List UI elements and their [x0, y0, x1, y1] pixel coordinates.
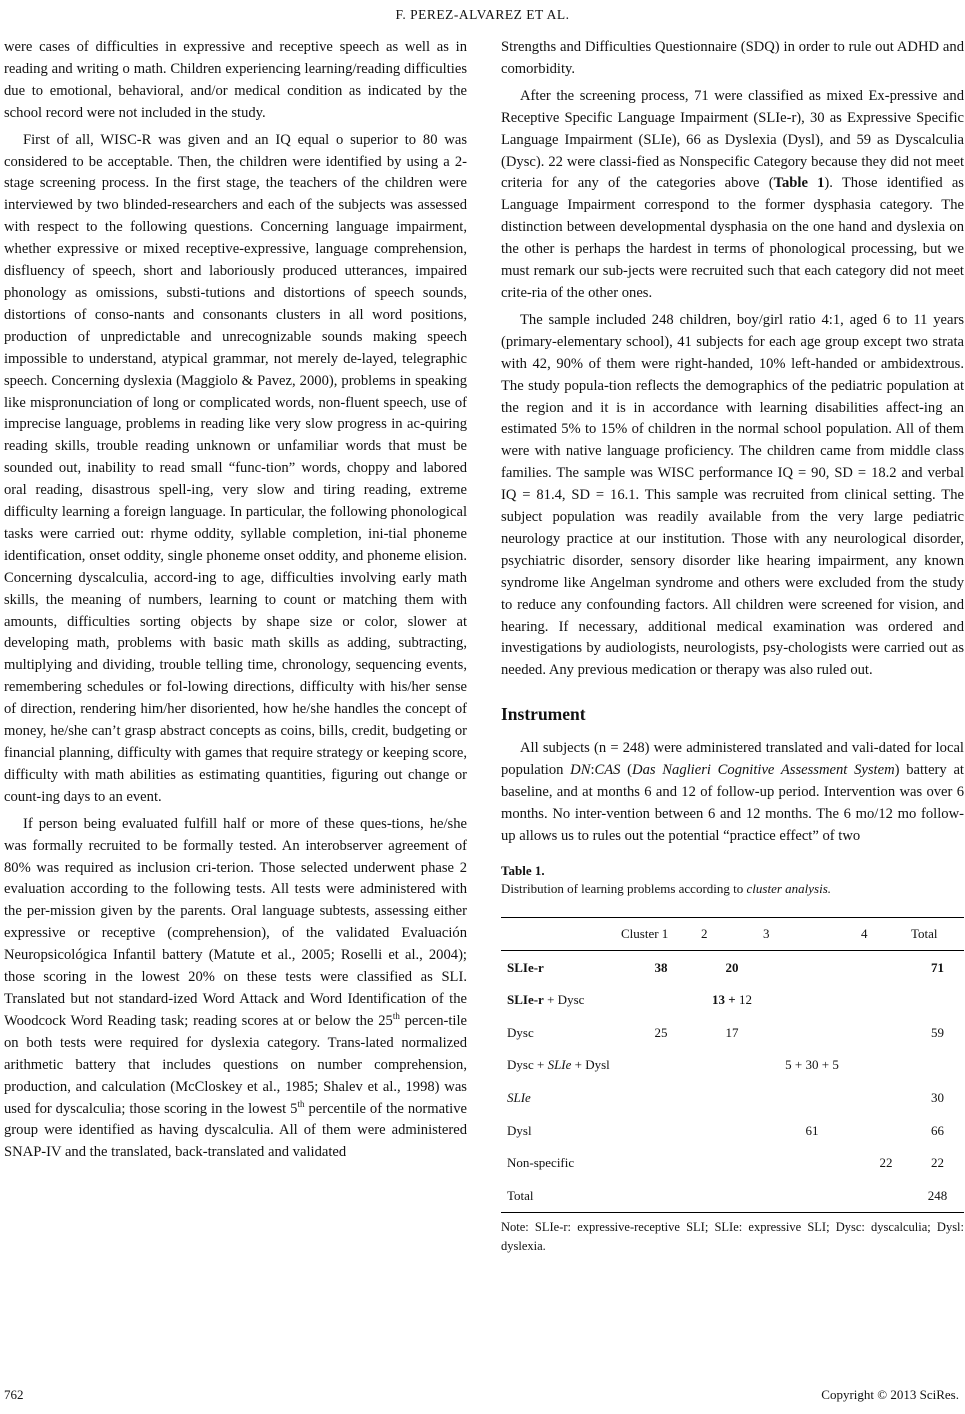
- cell-value: 20: [725, 959, 739, 975]
- table-cell: [911, 1049, 964, 1082]
- table-cell: [763, 984, 861, 1017]
- text-segment: CAS: [594, 762, 621, 779]
- row-label: [501, 1049, 621, 1082]
- text-segment: Total: [507, 1187, 534, 1203]
- row-label: [501, 984, 621, 1017]
- row-label: [501, 1147, 621, 1180]
- text-segment: th: [392, 1011, 400, 1022]
- table-cell: [763, 1114, 861, 1147]
- column-header: 3: [763, 926, 770, 942]
- text-segment: :: [590, 762, 595, 779]
- table-row: [501, 951, 964, 984]
- text-segment: Dysl: [507, 1122, 532, 1138]
- table-cell: [621, 951, 701, 984]
- text-segment: 12: [735, 992, 752, 1008]
- cell-value: 17: [725, 1024, 739, 1040]
- table-row: [501, 1179, 964, 1212]
- table-cell: [621, 1147, 701, 1180]
- text-segment: Non-specific: [507, 1155, 575, 1171]
- table-header-row: [501, 917, 964, 951]
- table-row: [501, 1082, 964, 1115]
- text-segment: (: [620, 762, 633, 779]
- table-cell: [763, 1049, 861, 1082]
- table-cell: [701, 1114, 763, 1147]
- table-cell: [861, 1147, 911, 1180]
- column-header: 2: [701, 926, 708, 942]
- table-cell: [621, 1082, 701, 1115]
- cell-value: 22: [879, 1155, 893, 1171]
- text-segment: DN: [570, 762, 591, 779]
- text-segment: All subjects (n = 248) were administered translated and vali-dated for local population: [501, 740, 964, 779]
- table-cell: [701, 951, 763, 984]
- row-label: [501, 951, 621, 984]
- table-cell: [701, 1147, 763, 1180]
- table-row: [501, 984, 964, 1017]
- text-segment: ). Those identified as Language Impairment correspond to the former dysphasia category. The distinction between developmental dysphasia on the one hand and dyslexia on the other is perhaps the hardest in terms of phonological processing, but we must remark our sub-jects were recruited such that each category did not meet crite-ria of the other ones.: [501, 175, 964, 301]
- text-segment: th: [297, 1098, 305, 1109]
- table-cell: [911, 1017, 964, 1050]
- text-segment: SLIe: [507, 1090, 531, 1106]
- row-label: [501, 1114, 621, 1147]
- table-cell: [701, 984, 763, 1017]
- text-segment: The sample included 248 children, boy/girl ratio 4:1, aged 6 to 11 years (primary-elementary school), 41 subjects for each age group except two strata with 42, 90% of them were right-handed, 10% left-handed or ambidextrous. The study popula-tion reflects the demographics of the pediatric population at the region and it is in accordance with learning disabilities affect-ing an estimated 5% to 15% of children in the normal school population. All of them were with native language proficiency. The children came from middle class families. The sample was WISC performance IQ = 90, SD = 18.2 and verbal IQ = 81.4, SD = 16.1. This sample was recruited from clinical setting. The subject population was readily available from the very large pediatric neurology practice at our institution. Those with any neurological disorder, psychiatric disorder, sensory disorder like hearing impairment, any known syndrome like Angelman syndrome and others were excluded from the study to reduce any confounding factors. All children were screened for vision, and hearing. If necessary, additional medical examination was ordered and investigations by audiologists, neurologists, psy-chologists were carried out as needed. Any previous medication or therapy was also ruled out.: [501, 311, 964, 679]
- cell-value: 66: [931, 1122, 944, 1138]
- table-cell: [621, 1179, 701, 1212]
- table-row: [501, 1147, 964, 1180]
- table-caption-text: Distribution of learning problems according to: [501, 880, 747, 896]
- text-segment: 13 +: [712, 992, 736, 1008]
- table-note: Note: SLIe-r: expressive-receptive SLI; SLIe: expressive SLI; Dysc: dyscalculia; Dysl: dyslexia.: [501, 1220, 964, 1254]
- text-segment: First of all, WISC-R was given and an IQ equal o superior to 80 was considered to be acceptable. Then, the children were identified by using a 2-stage screening process. In the first stage, the teachers of the children were interviewed by two blinded-researchers and each of the subjects was assessed with respect to the following questions. Concerning language impairment, whether expressive or mixed receptive-expressive, language comprehension, disfluency of speech, short and laboriously produced utterances, impaired phonology as omissions, substi-tutions and distortions of speech sounds, distortions of conso-nants and consonants clusters in all word positions, production of unpredictable and unrecognizable sounds making speech impossible to understand, atypical grammar, not merely de-layed, telegraphic speech. Concerning dyslexia (Maggiolo & Pavez, 2000), problems in speaking like mispronunciation of long or complicated words, non-fluent speech, use of imprecise language, problems in reading like very slow progress in ac-quiring reading skills, trouble reading unknown or unfamiliar words that must be sounded out, inability to read small “func-tion” words, choppy and labored oral reading, disastrous spell-ing, very slow and tiring reading, extreme difficulty learning a foreign language. In particular, the following phonological tasks were carried out: rhyme oddity, syllable completion, ini-tial phoneme identification, onset oddity, single phoneme onset oddity, and phoneme elision. Concerning dyscalculia, accord-ing to age, difficulties involving early math skills, the meaning of numbers, learning to count or matching them with amounts, difficulties sorting objects by shape size or color, slower at developing math, problems with basic math skills as adding, subtracting, multiplying and dividing, trouble telling time, chronology, sequencing events, remembering schedules or fol-lowing directions, difficulty with his/her sense of direction, rendering him/her disoriented, how he/she handles the concept of money, he/she can’t grasp abstract concepts as coins, bills, credit, budgeting or financial planning, difficulty with games that require strategy or keeping score, difficulty with math abilities as estimating quantities, figuring out change or count-ing days to an event.: [4, 131, 467, 805]
- column-header: 4: [861, 926, 868, 942]
- table-cell: [621, 984, 701, 1017]
- page-number: 762: [4, 1387, 24, 1402]
- table-cell: [701, 1179, 763, 1212]
- table-cell: [621, 1114, 701, 1147]
- table-cell: [911, 1082, 964, 1115]
- table-cell: [861, 951, 911, 984]
- text-segment: Dysc: [507, 1024, 534, 1040]
- cell-value: 25: [654, 1024, 668, 1040]
- table-cell: [763, 951, 861, 984]
- cell-value: 61: [805, 1122, 819, 1138]
- text-segment: + Dysc: [543, 992, 585, 1008]
- cell-value: 38: [654, 959, 668, 975]
- section-heading: Instrument: [501, 704, 586, 725]
- table-cell: [861, 984, 911, 1017]
- paragraph: [4, 814, 467, 1165]
- table-cell: [861, 1114, 911, 1147]
- paragraph: [501, 310, 964, 682]
- paragraph: [4, 37, 467, 125]
- column-header: Cluster 1: [621, 926, 669, 942]
- left-column: [4, 37, 467, 1164]
- table-cell: [621, 1017, 701, 1050]
- table-cell: [861, 1017, 911, 1050]
- table-cell: [763, 1082, 861, 1115]
- table-row: [501, 1114, 964, 1147]
- paragraph: [4, 130, 467, 809]
- text-segment: percen-tile on both tests were required for dyslexia category. Trans-lated normalized arithmetic battery that includes questions on number comprehension, production, and calculation (McCloskey et al., 1985; Shalev et al., 1998) was used for dyscalculia; those scoring in the lowest 5: [4, 1012, 467, 1117]
- text-segment: SLIe-r: [507, 992, 544, 1008]
- table-row: [501, 1049, 964, 1082]
- column-header: [501, 917, 621, 951]
- text-segment: SLIe-r: [507, 959, 544, 975]
- text-segment: SLIe: [547, 1057, 572, 1073]
- table-cell: [701, 1017, 763, 1050]
- paragraph: [501, 37, 964, 81]
- table-cell: [621, 1049, 701, 1082]
- table-cell: [911, 1179, 964, 1212]
- running-header: F. PEREZ-ALVAREZ ET AL.: [395, 7, 570, 22]
- table-1: [501, 917, 964, 1213]
- cell-value: 22: [931, 1155, 944, 1171]
- table-cell: [861, 1179, 911, 1212]
- instrument-paragraph: [501, 738, 964, 848]
- text-segment: If person being evaluated fulfill half or more of these ques-tions, he/she was formally recruited to be formally tested. An interobserver agreement of 80% was required as inclusion cri-terion. Those selected underwent phase 2 evaluation according to the following tests. All tests were administered with the per-mission given by the parents. Oral language subtests, assessing either expressive or receptive (comprehension), of the validated Evaluación Neuropsicológica Infantil battery (Matute et al., 2005; Roselli et al., 2004); those scoring in the lowest 20% on these tests were classified as SLI. Translated but not standard-ized Word Attack and Word Identification of the Woodcock Word Reading task; reading scores at or below the 25: [4, 815, 467, 1029]
- row-label: [501, 1082, 621, 1115]
- table-label: Table 1.: [501, 862, 545, 878]
- table-cell: [763, 1017, 861, 1050]
- table-caption-italic: cluster analysis.: [746, 880, 832, 896]
- right-column: [501, 37, 964, 1256]
- cell-value: 248: [927, 1187, 948, 1203]
- table-cell: [911, 1114, 964, 1147]
- table-cell: [861, 1082, 911, 1115]
- cell-value: 71: [931, 959, 944, 975]
- copyright: Copyright © 2013 SciRes.: [821, 1387, 959, 1402]
- cell-value: 30: [931, 1090, 944, 1106]
- row-label: [501, 1017, 621, 1050]
- table-cell: [911, 1147, 964, 1180]
- table-cell: [701, 1082, 763, 1115]
- column-header: Total: [911, 926, 938, 942]
- text-segment: Das Naglieri Cognitive Assessment System: [632, 762, 895, 779]
- table-cell: [911, 951, 964, 984]
- paragraph: [501, 86, 964, 305]
- row-label: [501, 1179, 621, 1212]
- text-segment: Table 1: [773, 175, 825, 192]
- text-segment: + Dysl: [571, 1057, 610, 1073]
- table-caption: [501, 862, 964, 898]
- cell-value: 59: [931, 1024, 944, 1040]
- cell-value: 5 + 30 + 5: [785, 1057, 839, 1073]
- text-segment: After the screening process, 71 were classified as mixed Ex-pressive and Receptive Specific Language Impairment (SLIe-r), 30 as Expressive Specific Language Impairment (SLIe), 66 as Dyslexia (Dysl), and 59 as Dyscalculia (Dysc). 22 were classi-fied as Nonspecific Category because they did not meet criteria for any of the categories above (: [501, 87, 964, 192]
- text-segment: Dysc +: [507, 1057, 548, 1073]
- table-cell: [861, 1049, 911, 1082]
- table-row: [501, 1017, 964, 1050]
- table-cell: [763, 1179, 861, 1212]
- table-cell: [763, 1147, 861, 1180]
- table-cell: [701, 1049, 763, 1082]
- text-segment: Strengths and Difficulties Questionnaire (SDQ) in order to rule out ADHD and comorbidity.: [501, 39, 964, 77]
- text-segment: ) battery at baseline, and at months 6 and 12 of follow-up period. Intervention was over 6 months. No inter-vention between 6 and 12 months. The 6 mo/12 mo follow-up allows us to rules out the potential “practice effect” of two: [501, 762, 964, 844]
- text-segment: were cases of difficulties in expressive and receptive speech as well as in reading and writing o math. Children experiencing learning/reading difficulties due to emotional, behavioral, and/or medical condition as indicated by the school record were not included in the study.: [4, 39, 467, 121]
- text-segment: percentile of the normative group were identified as having dyscalculia. All of them were administered SNAP-IV and the translated, back-translated and validated: [4, 1100, 467, 1161]
